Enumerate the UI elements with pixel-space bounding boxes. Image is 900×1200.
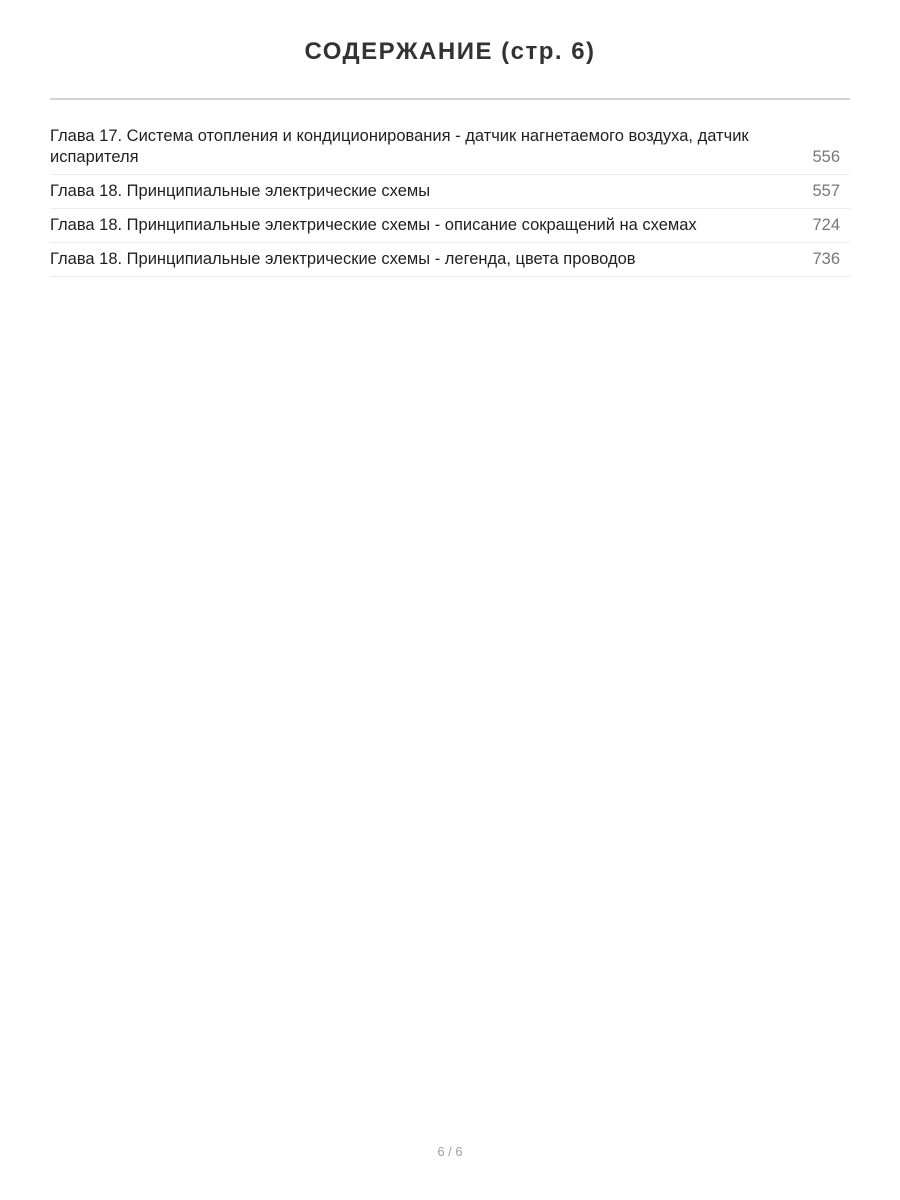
toc-entry[interactable] <box>50 249 850 277</box>
toc-entry[interactable] <box>50 126 850 175</box>
toc-entry[interactable] <box>50 215 850 243</box>
toc-entry-page-number: 557 <box>812 182 840 200</box>
toc-entry-title: Глава 18. Принципиальные электрические схемы - описание сокращений на схемах <box>50 216 697 234</box>
toc-entry-title: Глава 18. Принципиальные электрические схемы <box>50 182 431 200</box>
page-title: СОДЕРЖАНИЕ (стр. 6) <box>304 38 596 65</box>
toc-entry-page-number: 556 <box>812 148 840 166</box>
title-divider <box>50 98 850 100</box>
page-indicator: 6 / 6 <box>437 1144 463 1159</box>
toc-entry-page-number: 724 <box>812 216 840 234</box>
toc-entry-title: Глава 18. Принципиальные электрические схемы - легенда, цвета проводов <box>50 250 636 268</box>
toc-entry-title: Глава 17. Система отопления и кондиционирования - датчик нагнетаемого воздуха, датчик испарителя <box>50 127 749 166</box>
table-of-contents <box>50 126 850 283</box>
toc-entry[interactable] <box>50 181 850 209</box>
toc-entry-page-number: 736 <box>812 250 840 268</box>
